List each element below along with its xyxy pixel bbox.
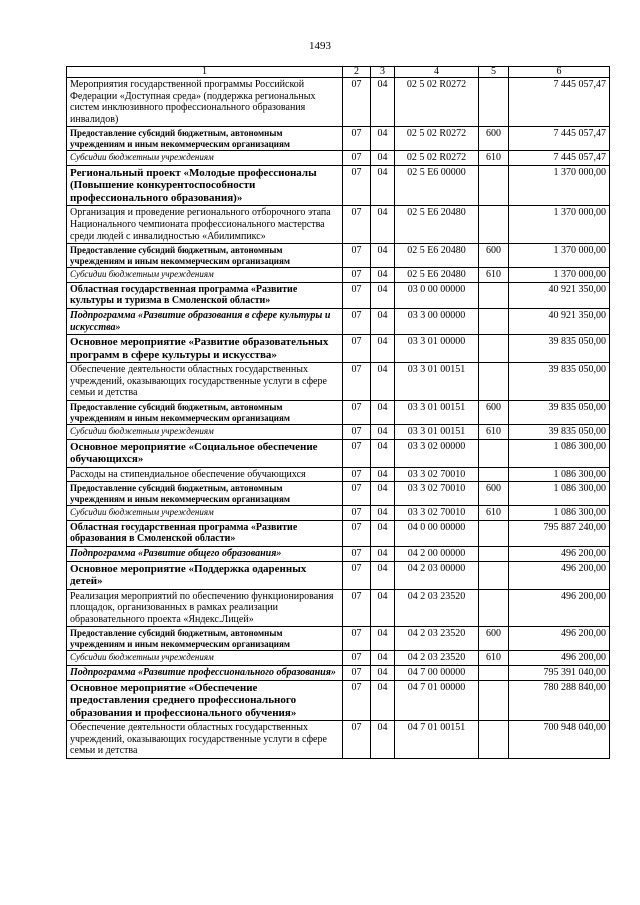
subsection-code-cell: 04 — [371, 206, 395, 244]
subsection-code-cell: 04 — [371, 627, 395, 651]
subsection-code-cell: 04 — [371, 151, 395, 166]
amount-cell: 1 086 300,00 — [509, 482, 610, 506]
row-name-cell: Субсидии бюджетным учреждениям — [67, 506, 343, 521]
table-row — [67, 244, 610, 268]
subsection-code-cell: 04 — [371, 520, 395, 546]
subsection-code-cell: 04 — [371, 127, 395, 151]
expense-type-cell: 600 — [479, 482, 509, 506]
target-article-cell: 04 7 00 00000 — [395, 665, 479, 680]
expense-type-cell — [479, 439, 509, 467]
expense-type-cell: 610 — [479, 506, 509, 521]
section-code-cell: 07 — [343, 335, 371, 363]
amount-cell: 7 445 057,47 — [509, 151, 610, 166]
subsection-code-cell: 04 — [371, 482, 395, 506]
section-code-cell: 07 — [343, 520, 371, 546]
table-row — [67, 561, 610, 589]
table-row — [67, 651, 610, 666]
amount-cell: 496 200,00 — [509, 627, 610, 651]
row-name-cell: Расходы на стипендиальное обеспечение обучающихся — [67, 467, 343, 482]
subsection-code-cell: 04 — [371, 425, 395, 440]
section-code-cell: 07 — [343, 665, 371, 680]
section-code-cell: 07 — [343, 363, 371, 401]
table-row — [67, 127, 610, 151]
budget-table-body — [67, 67, 610, 759]
row-name-cell: Основное мероприятие «Поддержка одаренных детей» — [67, 561, 343, 589]
column-header: 1 — [67, 67, 343, 78]
row-name-cell: Субсидии бюджетным учреждениям — [67, 268, 343, 283]
amount-cell: 496 200,00 — [509, 589, 610, 627]
expense-type-cell — [479, 589, 509, 627]
subsection-code-cell: 04 — [371, 282, 395, 308]
column-header: 3 — [371, 67, 395, 78]
table-row — [67, 151, 610, 166]
table-row — [67, 680, 610, 721]
section-code-cell: 07 — [343, 425, 371, 440]
row-name-cell: Мероприятия государственной программы Российской Федерации «Доступная среда» (поддержка региональных систем инклюзивного профессионального образования инвалидов) — [67, 78, 343, 127]
table-row — [67, 363, 610, 401]
section-code-cell: 07 — [343, 309, 371, 335]
amount-cell: 39 835 050,00 — [509, 335, 610, 363]
subsection-code-cell: 04 — [371, 506, 395, 521]
subsection-code-cell: 04 — [371, 335, 395, 363]
expense-type-cell: 610 — [479, 268, 509, 283]
subsection-code-cell: 04 — [371, 680, 395, 721]
table-row — [67, 482, 610, 506]
amount-cell: 1 086 300,00 — [509, 506, 610, 521]
section-code-cell: 07 — [343, 165, 371, 206]
section-code-cell: 07 — [343, 78, 371, 127]
expense-type-cell — [479, 206, 509, 244]
subsection-code-cell: 04 — [371, 363, 395, 401]
target-article-cell: 03 0 00 00000 — [395, 282, 479, 308]
target-article-cell: 04 0 00 00000 — [395, 520, 479, 546]
table-row — [67, 282, 610, 308]
target-article-cell: 04 2 00 00000 — [395, 546, 479, 561]
subsection-code-cell: 04 — [371, 401, 395, 425]
section-code-cell: 07 — [343, 561, 371, 589]
table-row — [67, 335, 610, 363]
table-row — [67, 589, 610, 627]
row-name-cell: Подпрограмма «Развитие образования в сфере культуры и искусства» — [67, 309, 343, 335]
table-row — [67, 401, 610, 425]
section-code-cell: 07 — [343, 589, 371, 627]
section-code-cell: 07 — [343, 721, 371, 759]
section-code-cell: 07 — [343, 680, 371, 721]
subsection-code-cell: 04 — [371, 268, 395, 283]
amount-cell: 40 921 350,00 — [509, 282, 610, 308]
expense-type-cell — [479, 282, 509, 308]
target-article-cell: 03 3 01 00151 — [395, 401, 479, 425]
expense-type-cell — [479, 665, 509, 680]
row-name-cell: Субсидии бюджетным учреждениям — [67, 425, 343, 440]
table-header-row — [67, 67, 610, 78]
row-name-cell: Областная государственная программа «Развитие образования в Смоленской области» — [67, 520, 343, 546]
section-code-cell: 07 — [343, 244, 371, 268]
subsection-code-cell: 04 — [371, 546, 395, 561]
amount-cell: 39 835 050,00 — [509, 401, 610, 425]
row-name-cell: Региональный проект «Молодые профессионалы (Повышение конкурентоспособности профессионального образования)» — [67, 165, 343, 206]
target-article-cell: 04 7 01 00151 — [395, 721, 479, 759]
target-article-cell: 02 5 02 R0272 — [395, 78, 479, 127]
target-article-cell: 02 5 E6 20480 — [395, 268, 479, 283]
subsection-code-cell: 04 — [371, 651, 395, 666]
row-name-cell: Предоставление субсидий бюджетным, автономным учреждениям и иным некоммерческим организациям — [67, 127, 343, 151]
table-row — [67, 206, 610, 244]
row-name-cell: Предоставление субсидий бюджетным, автономным учреждениям и иным некоммерческим организациям — [67, 627, 343, 651]
section-code-cell: 07 — [343, 467, 371, 482]
row-name-cell: Предоставление субсидий бюджетным, автономным учреждениям и иным некоммерческим организациям — [67, 244, 343, 268]
target-article-cell: 03 3 00 00000 — [395, 309, 479, 335]
expense-type-cell — [479, 561, 509, 589]
amount-cell: 795 391 040,00 — [509, 665, 610, 680]
amount-cell: 1 370 000,00 — [509, 165, 610, 206]
row-name-cell: Реализация мероприятий по обеспечению функционирования площадок, организованных в рамках реализации образовательного проекта «Яндекс.Лицей» — [67, 589, 343, 627]
amount-cell: 39 835 050,00 — [509, 363, 610, 401]
target-article-cell: 04 7 01 00000 — [395, 680, 479, 721]
table-row — [67, 627, 610, 651]
row-name-cell: Основное мероприятие «Развитие образовательных программ в сфере культуры и искусства» — [67, 335, 343, 363]
subsection-code-cell: 04 — [371, 467, 395, 482]
amount-cell: 496 200,00 — [509, 561, 610, 589]
table-row — [67, 665, 610, 680]
target-article-cell: 02 5 E6 00000 — [395, 165, 479, 206]
row-name-cell: Предоставление субсидий бюджетным, автономным учреждениям и иным некоммерческим организациям — [67, 401, 343, 425]
target-article-cell: 02 5 E6 20480 — [395, 206, 479, 244]
expense-type-cell — [479, 363, 509, 401]
subsection-code-cell: 04 — [371, 439, 395, 467]
expense-type-cell — [479, 78, 509, 127]
row-name-cell: Областная государственная программа «Развитие культуры и туризма в Смоленской области» — [67, 282, 343, 308]
expense-type-cell — [479, 165, 509, 206]
subsection-code-cell: 04 — [371, 561, 395, 589]
target-article-cell: 04 2 03 23520 — [395, 589, 479, 627]
column-header: 5 — [479, 67, 509, 78]
table-row — [67, 78, 610, 127]
row-name-cell: Обеспечение деятельности областных государственных учреждений, оказывающих государственные услуги в сфере семьи и детства — [67, 721, 343, 759]
row-name-cell: Подпрограмма «Развитие общего образования» — [67, 546, 343, 561]
row-name-cell: Основное мероприятие «Обеспечение предоставления среднего профессионального образования и профессионального обучения» — [67, 680, 343, 721]
subsection-code-cell: 04 — [371, 244, 395, 268]
amount-cell: 780 288 840,00 — [509, 680, 610, 721]
section-code-cell: 07 — [343, 401, 371, 425]
amount-cell: 7 445 057,47 — [509, 78, 610, 127]
expense-type-cell: 610 — [479, 151, 509, 166]
table-row — [67, 165, 610, 206]
subsection-code-cell: 04 — [371, 309, 395, 335]
amount-cell: 1 370 000,00 — [509, 206, 610, 244]
section-code-cell: 07 — [343, 282, 371, 308]
section-code-cell: 07 — [343, 506, 371, 521]
subsection-code-cell: 04 — [371, 665, 395, 680]
amount-cell: 1 086 300,00 — [509, 439, 610, 467]
section-code-cell: 07 — [343, 206, 371, 244]
target-article-cell: 02 5 02 R0272 — [395, 127, 479, 151]
expense-type-cell: 610 — [479, 425, 509, 440]
section-code-cell: 07 — [343, 627, 371, 651]
amount-cell: 1 086 300,00 — [509, 467, 610, 482]
expense-type-cell: 600 — [479, 401, 509, 425]
amount-cell: 39 835 050,00 — [509, 425, 610, 440]
expense-type-cell: 600 — [479, 627, 509, 651]
section-code-cell: 07 — [343, 546, 371, 561]
amount-cell: 7 445 057,47 — [509, 127, 610, 151]
table-row — [67, 439, 610, 467]
table-row — [67, 309, 610, 335]
row-name-cell: Предоставление субсидий бюджетным, автономным учреждениям и иным некоммерческим организациям — [67, 482, 343, 506]
section-code-cell: 07 — [343, 651, 371, 666]
target-article-cell: 03 3 02 00000 — [395, 439, 479, 467]
budget-table — [66, 66, 610, 759]
column-header: 2 — [343, 67, 371, 78]
subsection-code-cell: 04 — [371, 165, 395, 206]
section-code-cell: 07 — [343, 482, 371, 506]
table-row — [67, 268, 610, 283]
expense-type-cell — [479, 721, 509, 759]
target-article-cell: 03 3 02 70010 — [395, 467, 479, 482]
amount-cell: 40 921 350,00 — [509, 309, 610, 335]
expense-type-cell — [479, 680, 509, 721]
target-article-cell: 04 2 03 00000 — [395, 561, 479, 589]
table-row — [67, 546, 610, 561]
row-name-cell: Основное мероприятие «Социальное обеспечение обучающихся» — [67, 439, 343, 467]
row-name-cell: Обеспечение деятельности областных государственных учреждений, оказывающих государственные услуги в сфере семьи и детства — [67, 363, 343, 401]
page-number: 1493 — [309, 40, 331, 52]
target-article-cell: 03 3 02 70010 — [395, 482, 479, 506]
table-row — [67, 425, 610, 440]
table-row — [67, 721, 610, 759]
section-code-cell: 07 — [343, 127, 371, 151]
section-code-cell: 07 — [343, 268, 371, 283]
subsection-code-cell: 04 — [371, 589, 395, 627]
target-article-cell: 04 2 03 23520 — [395, 627, 479, 651]
table-row — [67, 506, 610, 521]
amount-cell: 496 200,00 — [509, 651, 610, 666]
amount-cell: 700 948 040,00 — [509, 721, 610, 759]
subsection-code-cell: 04 — [371, 721, 395, 759]
expense-type-cell — [479, 309, 509, 335]
target-article-cell: 03 3 01 00000 — [395, 335, 479, 363]
target-article-cell: 03 3 01 00151 — [395, 425, 479, 440]
row-name-cell: Субсидии бюджетным учреждениям — [67, 151, 343, 166]
row-name-cell: Подпрограмма «Развитие профессионального образования» — [67, 665, 343, 680]
subsection-code-cell: 04 — [371, 78, 395, 127]
section-code-cell: 07 — [343, 151, 371, 166]
expense-type-cell: 610 — [479, 651, 509, 666]
target-article-cell: 03 3 02 70010 — [395, 506, 479, 521]
target-article-cell: 02 5 E6 20480 — [395, 244, 479, 268]
expense-type-cell: 600 — [479, 127, 509, 151]
target-article-cell: 03 3 01 00151 — [395, 363, 479, 401]
amount-cell: 795 887 240,00 — [509, 520, 610, 546]
expense-type-cell — [479, 546, 509, 561]
expense-type-cell — [479, 335, 509, 363]
expense-type-cell: 600 — [479, 244, 509, 268]
target-article-cell: 02 5 02 R0272 — [395, 151, 479, 166]
target-article-cell: 04 2 03 23520 — [395, 651, 479, 666]
amount-cell: 1 370 000,00 — [509, 244, 610, 268]
table-row — [67, 467, 610, 482]
column-header: 4 — [395, 67, 479, 78]
amount-cell: 1 370 000,00 — [509, 268, 610, 283]
amount-cell: 496 200,00 — [509, 546, 610, 561]
table-row — [67, 520, 610, 546]
expense-type-cell — [479, 467, 509, 482]
expense-type-cell — [479, 520, 509, 546]
section-code-cell: 07 — [343, 439, 371, 467]
row-name-cell: Организация и проведение регионального отборочного этапа Национального чемпионата профессионального мастерства среди людей с инвалидностью «Абилимпикс» — [67, 206, 343, 244]
row-name-cell: Субсидии бюджетным учреждениям — [67, 651, 343, 666]
column-header: 6 — [509, 67, 610, 78]
